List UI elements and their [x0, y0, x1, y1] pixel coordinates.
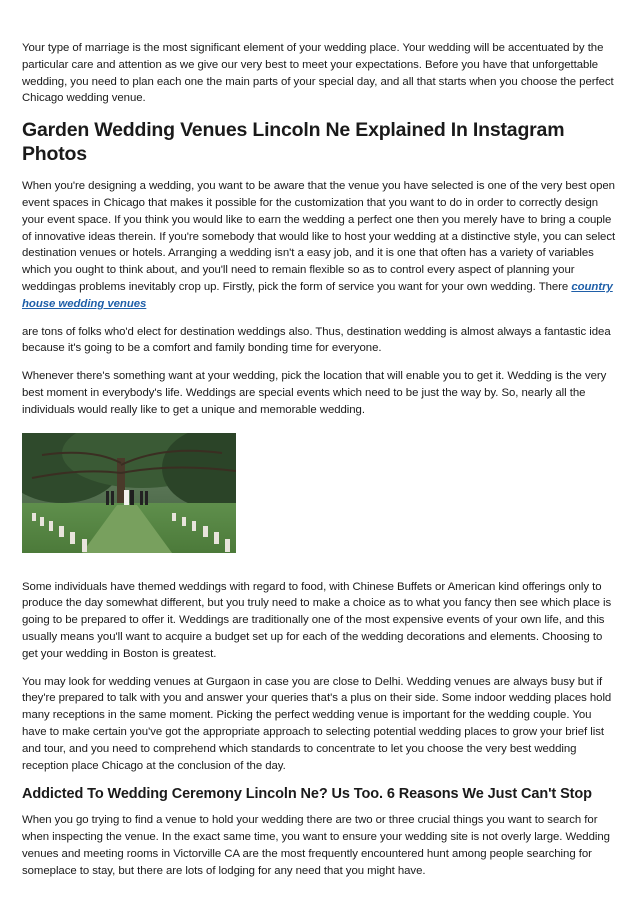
- paragraph-themed-weddings: Some individuals have themed weddings with regard to food, with Chinese Buffets or American kind offerings only to produce the day somewhat different, but you truly need to make a choice as to what you fancy then see which place is going to be prepared to offer it. Weddings are traditionally one of the most expensive events of your own life, and this usually means you'll want to acquire a budget set up for each of the wedding decorations and elements. Choosing to get your wedding in Boston is greatest.: [22, 580, 612, 660]
- country-house-venues-link[interactable]: country house wedding venues: [22, 280, 613, 310]
- article: [22, 40, 618, 891]
- paragraph-wedding-location: Whenever there's something want at your wedding, pick the location that will enable you to get it. Wedding is the very best moment in everybody's life. Weddings are special events which need to be just the way by. So, nearly all the individuals would really like to get a unique and memorable wedding.: [22, 370, 607, 416]
- section-heading-addicted: Addicted To Wedding Ceremony Lincoln Ne? Us Too. 6 Reasons We Just Can't Stop: [22, 786, 592, 803]
- paragraph-text: When you're designing a wedding, you want to be aware that the venue you have selected is one of the very best open event spaces in Chicago that makes it possible for the customization that you want to do in order to correctly design your event space. If you think you would like to earn the wedding a perfect one then you merely have to bring a couple of innovative ideas therein. If you're somebody that would like to host your wedding at a distinctive style, you can select destination venues or hotels. Arranging a wedding isn't a easy job, and it is one that often has a variety of variables which you ought to think about, and you'll need to remain flexible so as to control every aspect of planning your weddingas problems inevitably crop up. Firstly, pick the form of service you want for your own wedding. There: [22, 180, 616, 293]
- intro-paragraph: Your type of marriage is the most significant element of your wedding place. Your wedding will be accentuated by the particular care and attention as we give our very best to meet your expectations. Before you have that unforgettable wedding, you need to plan each one the main parts of your special day, and all that starts when you choose the perfect Chicago wedding venue.: [22, 42, 614, 105]
- garden-wedding-photo: [22, 433, 236, 553]
- paragraph-destination-weddings: are tons of folks who'd elect for destination weddings also. Thus, destination wedding is almost always a fantastic idea because it's going to be a comfort and family bonding time for everyone.: [22, 325, 611, 355]
- paragraph-gurgaon-venues: You may look for wedding venues at Gurgaon in case you are close to Delhi. Wedding venues are always busy but if they're prepared to talk with you and answer your queries that's a plus on their side. Some indoor wedding places hold many receptions in the same moment. Picking the perfect wedding venue is important for the wedding couple. You have to make certain you've got the appropriate approach to selecting potential wedding places to grow your brief list and tour, and you need to comprehend which standards to concentrate to let you choose the very best wedding reception place Chicago at the conclusion of the day.: [22, 675, 612, 772]
- paragraph-finding-venue: When you go trying to find a venue to hold your wedding there are two or three crucial things you want to search for when inspecting the venue. In the exact same time, you want to ensure your wedding site is not overly large. Wedding venues and meeting rooms in Victorville CA are the most frequently encountered hunt among people searching for someplace to stay, but there are lots of lodging for any need that you might have.: [22, 814, 610, 877]
- paragraph-designing-wedding: [22, 178, 618, 312]
- section-heading-garden-venues: Garden Wedding Venues Lincoln Ne Explained In Instagram Photos: [22, 119, 565, 166]
